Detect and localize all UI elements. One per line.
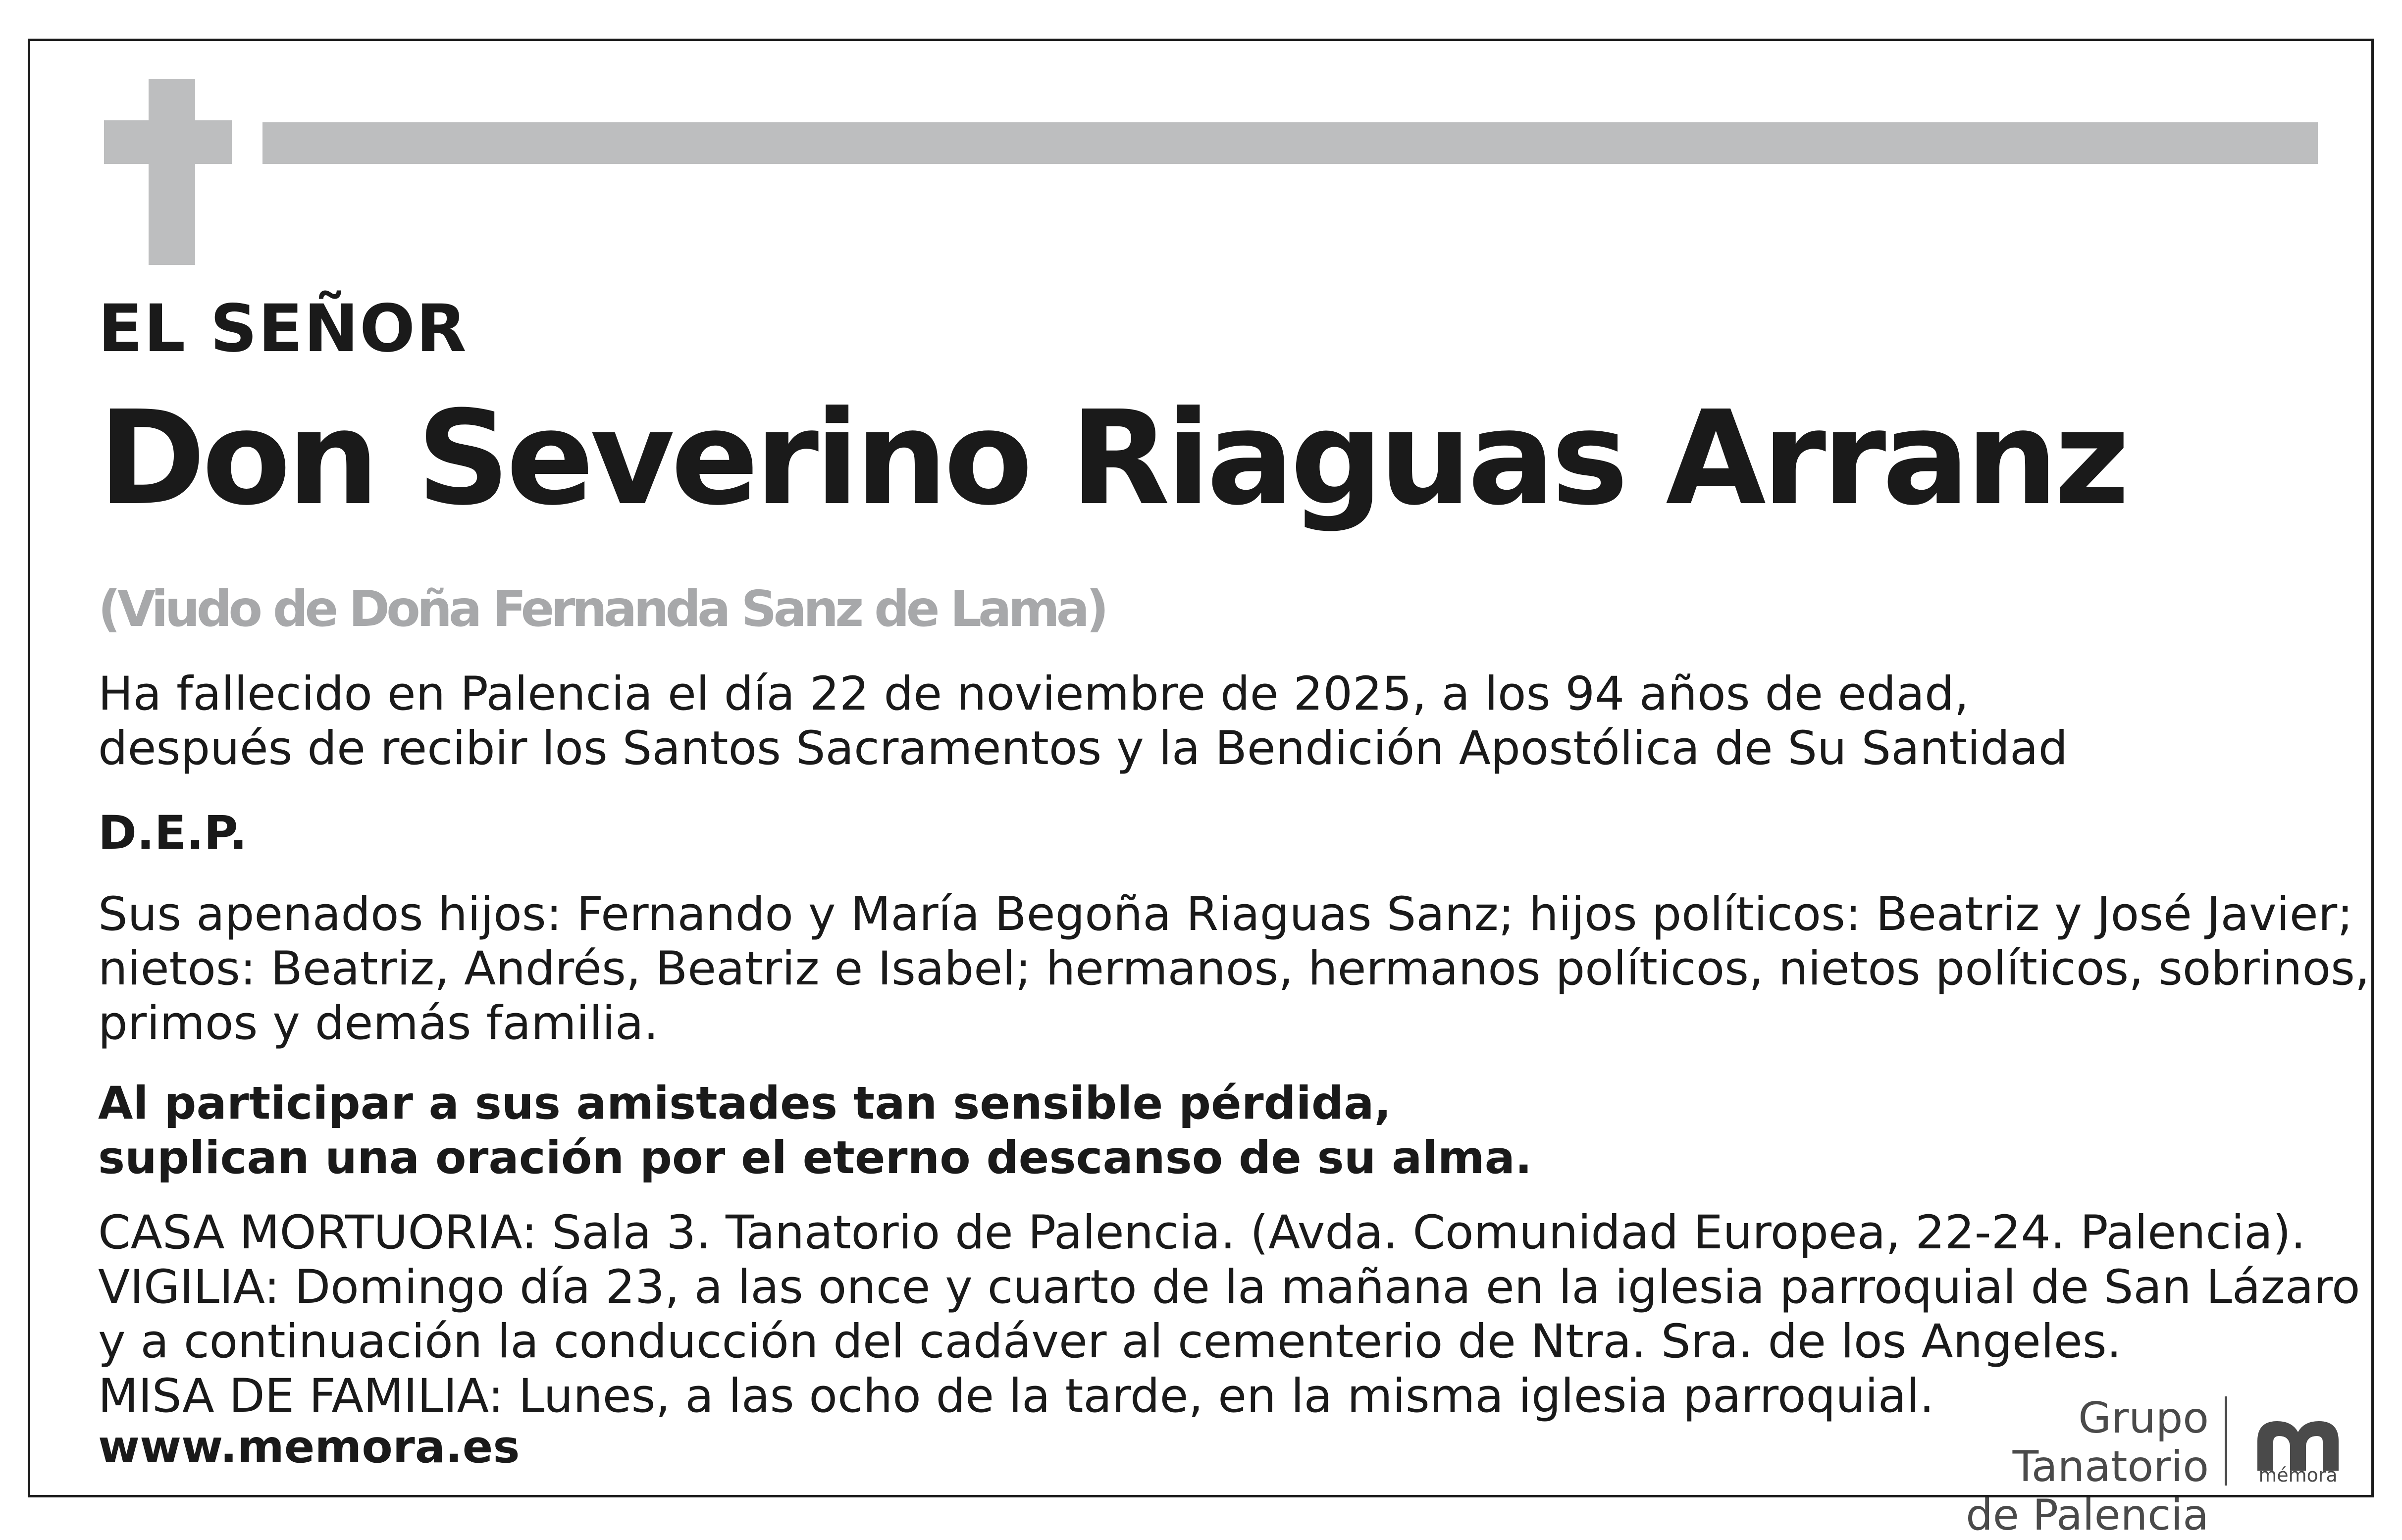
death-notice [98, 667, 2068, 776]
death-notice-line: después de recibir los Santos Sacramentos y la Bendición Apostólica de Su Santidad [98, 721, 2068, 775]
rip-label: D.E.P. [98, 806, 248, 860]
service-line: y a continuación la conducción del cadáver al cementerio de Ntra. Sra. de los Angeles. [98, 1315, 2122, 1369]
cross-icon-vertical-bar [149, 79, 195, 265]
logo-wordmark: mémora [2258, 1464, 2338, 1486]
service-details [98, 1206, 2360, 1424]
appeal [98, 1077, 1532, 1185]
death-notice-line: Ha fallecido en Palencia el día 22 de noviembre de 2025, a los 94 años de edad, [98, 667, 1969, 721]
website-link[interactable]: www.memora.es [98, 1421, 520, 1473]
family-list [98, 887, 2370, 1051]
family-line: Sus apenados hijos: Fernando y María Begoña Riaguas Sanz; hijos políticos: Beatriz y José Javier; [98, 887, 2353, 941]
service-line: MISA DE FAMILIA: Lunes, a las ocho de la tarde, en la misma iglesia parroquial. [98, 1369, 1934, 1423]
brand-line: Grupo Tanatorio [2012, 1393, 2209, 1491]
honorific: EL SEÑOR [98, 291, 468, 367]
family-line: primos y demás familia. [98, 996, 659, 1050]
service-line: VIGILIA: Domingo día 23, a las once y cuarto de la mañana en la iglesia parroquial de San Lázaro [98, 1260, 2360, 1314]
brand-divider [2225, 1396, 2227, 1486]
deceased-name: Don Severino Riaguas Arranz [98, 383, 2126, 534]
brand-line: de Palencia [1966, 1490, 2209, 1540]
header-rule [262, 122, 2318, 164]
service-line: CASA MORTUORIA: Sala 3. Tanatorio de Palencia. (Avda. Comunidad Europea, 22-24. Palencia). [98, 1206, 2306, 1260]
family-line: nietos: Beatriz, Andrés, Beatriz e Isabel; hermanos, hermanos políticos, nietos políticos, sobrinos, [98, 942, 2370, 996]
widow-note: (Viudo de Doña Fernanda Sanz de Lama) [98, 580, 1105, 638]
appeal-line: suplican una oración por el eterno descanso de su alma. [98, 1132, 1532, 1184]
funeral-home-brand [1877, 1394, 2209, 1540]
cross-icon-horizontal-bar [104, 120, 232, 164]
appeal-line: Al participar a sus amistades tan sensible pérdida, [98, 1078, 1392, 1129]
